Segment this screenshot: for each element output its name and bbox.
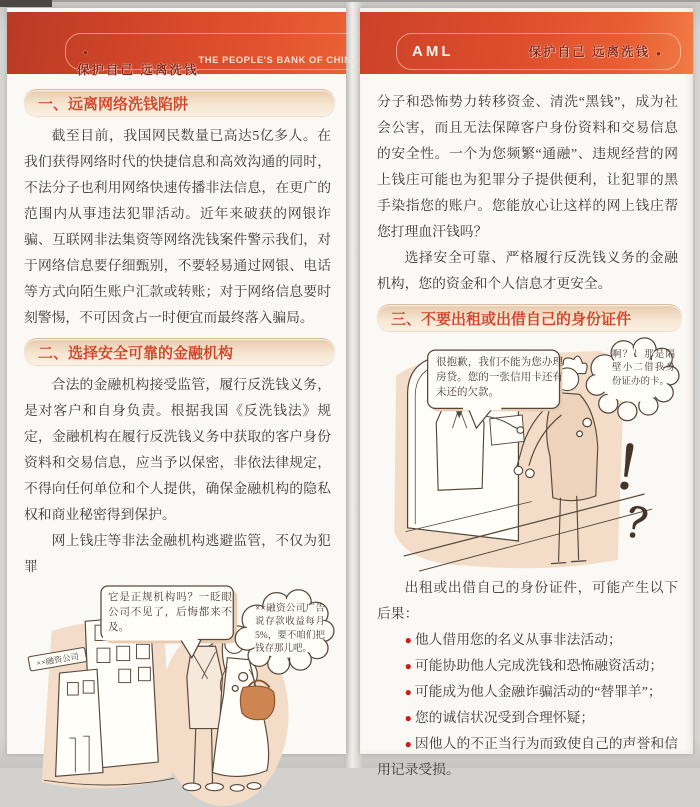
section-title-2: 二、选择安全可靠的金融机构 — [24, 338, 335, 365]
paragraph: 合法的金融机构接受监管，履行反洗钱义务，是对客户和自身负责。根据我国《反洗钱法》规定，金融机构在履行反洗钱义务中获取的客户身份资料和交易信息，应当予以保密，非依法律规定，不得向任何单位和个人提供，确保金融机构的隐私权和商业秘密得到保护。 — [24, 377, 331, 522]
bank-name: THE PEOPLE'S BANK OF CHINA — [198, 55, 359, 66]
list-item: ● 因他人的不正当行为而致使自己的声誉和信用记录受损。 — [377, 736, 679, 777]
left-panel — [7, 8, 359, 754]
speech-bubble-text: 很抱歉，我们不能为您办理房贷。您的一张信用卡还有未还的欠款。 — [436, 357, 563, 399]
bullet-dot-icon: ● — [404, 711, 412, 725]
left-header-band — [7, 12, 359, 77]
dot-icon: ● — [656, 49, 661, 58]
thought-bubble-text: ××融资公司广告说存款收益每月5%，要不咱们把钱存那儿吧。 — [255, 604, 325, 655]
paragraph: 分子和恐怖势力转移资金、清洗“黑钱”，成为社会公害，而且无法保障客户身份资料和交易信息的安全性。一个为您频繁“通融”、违规经营的网上钱庄可能也为犯罪分子提供便利，让犯罪的黑手染指您的账户。您能放心让这样的网上钱庄帮您打理血汗钱吗？ — [377, 94, 678, 239]
header-tagline: 保护自己 远离洗钱 — [77, 63, 199, 77]
aml-label: AML — [412, 43, 454, 60]
speech-bubble-text: 它是正规机构吗？一眨眼公司不见了，后悔都来不及。 — [108, 592, 232, 634]
bullet-dot-icon: ● — [404, 633, 412, 647]
right-header-band — [360, 12, 693, 74]
bullet-dot-icon: ● — [404, 685, 412, 699]
svg-text:××融资公司: ××融资公司 — [35, 652, 80, 669]
list-intro: 出租或出借自己的身份证件，可能产生以下后果： — [377, 580, 678, 621]
paragraph: 网上钱庄等非法金融机构逃避监管，不仅为犯罪 — [24, 533, 331, 574]
header-tagline: 保护自己 远离洗钱 — [528, 45, 651, 59]
dot-icon: ● — [83, 48, 88, 57]
section-title-1: 一、远离网络洗钱陷阱 — [24, 89, 335, 116]
exclamation-mark: ！ — [607, 435, 675, 508]
paragraph: 截至目前，我国网民数量已高达5亿多人。在我们获得网络时代的快捷信息和高效沟通的同时，不法分子也利用网络快速传播非法信息，在更广的范围内从事违法犯罪活动。近年来破获的网银诈骗、互联网非法集资等网络洗钱案件警示我们，对于网络信息要仔细甄别，不要轻易通过网银、电话等方式向陌生账户汇款或转账；对于网络信息要时刻警惕，不可因贪占一时便宜而最终落入骗局。 — [24, 128, 331, 325]
illustration-financing-company — [24, 585, 331, 807]
paragraph: 选择安全可靠、严格履行反洗钱义务的金融机构，您的资金和个人信息才更安全。 — [377, 250, 678, 291]
right-panel — [360, 8, 693, 777]
illustration-bank-counter — [377, 336, 678, 573]
left-content — [24, 82, 331, 807]
thought-bubble-text: 啊？！那是隔壁小二借我身份证办的卡。 — [612, 350, 675, 387]
bullet-dot-icon: ● — [404, 737, 412, 751]
right-content — [377, 82, 678, 783]
scan-corner-artifact — [0, 0, 52, 7]
question-mark: ？ — [622, 499, 671, 552]
list-item: ● 可能成为他人金融诈骗活动的“替罪羊”； — [404, 684, 662, 699]
scan-edge — [0, 0, 700, 2]
list-item: ● 可能协助他人完成洗钱和恐怖融资活动； — [404, 658, 664, 673]
section-title-3: 三、不要出租或出借自己的身份证件 — [377, 304, 682, 331]
list-item: ● 您的诚信状况受到合理怀疑； — [404, 710, 595, 725]
bullet-dot-icon: ● — [404, 659, 412, 673]
list-item: ● 他人借用您的名义从事非法活动； — [404, 632, 622, 647]
